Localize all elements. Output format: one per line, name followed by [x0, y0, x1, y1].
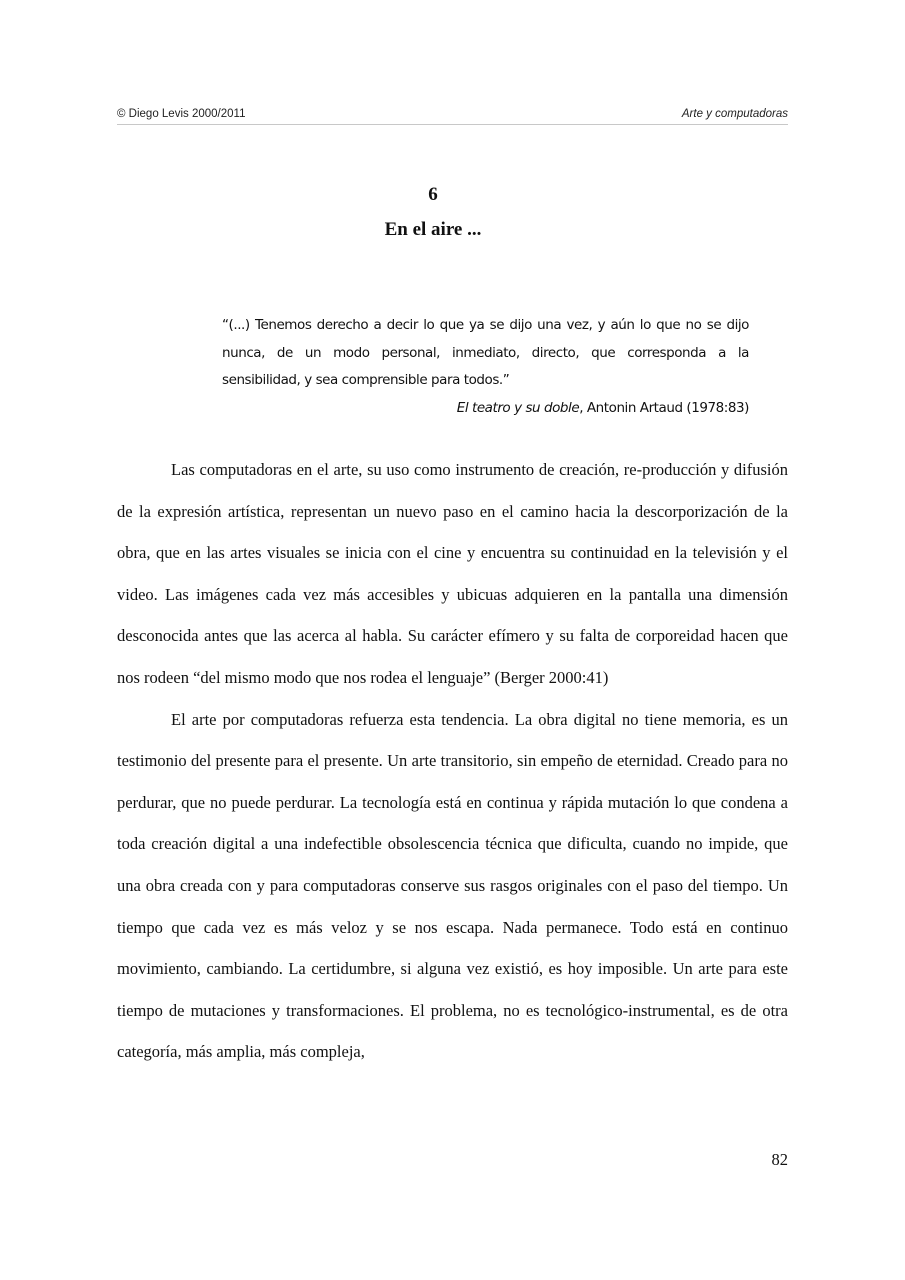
epigraph	[222, 312, 749, 422]
chapter-title: En el aire ...	[384, 219, 482, 240]
epigraph-work-title: El teatro y su doble	[456, 399, 580, 416]
epigraph-attribution	[222, 395, 749, 423]
paragraph: El arte por computadoras refuerza esta tendencia. La obra digital no tiene memoria, es un testimonio del presente para el presente. Un arte transitorio, sin empeño de eternidad. Creado para no perdurar, que no puede perdurar. La tecnología está en continua y rápida mutación lo que condena a toda creación digital a una indefectible obsolescencia técnica que dificulta, cuando no impide, que una obra creada con y para computadoras conserve sus rasgos originales con el paso del tiempo. Un tiempo que cada vez es más veloz y se nos escapa. Nada permanece. Todo está en continuo movimiento, cambiando. La certidumbre, si alguna vez existió, es hoy imposible. Un arte para este tiempo de mutaciones y transformaciones. El problema, no es tecnológico-instrumental, es de otra categoría, más amplia, más compleja,	[117, 709, 788, 1062]
page-number: 82	[771, 1150, 788, 1169]
running-header	[117, 108, 788, 125]
header-book-title: Arte y computadoras	[681, 108, 788, 120]
chapter-number: 6	[428, 184, 438, 205]
paragraph: Las computadoras en el arte, su uso como instrumento de creación, re-producción y difusión de la expresión artística, representan un nuevo paso en el camino hacia la descorporización de la obra, que en las artes visuales se inicia con el cine y encuentra su continuidad en la televisión y el video. Las imágenes cada vez más accesibles y ubicuas adquieren en la pantalla una dimensión desconocida antes que las acerca al habla. Su carácter efímero y su falta de corporeidad hacen que nos rodeen “del mismo modo que nos rodea el lenguaje” (Berger 2000:41)	[117, 460, 788, 687]
body-text	[117, 449, 788, 1073]
header-copyright: © Diego Levis 2000/2011	[117, 108, 246, 120]
epigraph-quote: “(...) Tenemos derecho a decir lo que ya se dijo una vez, y aún lo que no se dijo nunca, de un modo personal, inmediato, directo, que corresponda a la sensibilidad, y sea comprensible para todos.”	[222, 317, 749, 388]
epigraph-author: , Antonin Artaud (1978:83)	[579, 399, 749, 416]
